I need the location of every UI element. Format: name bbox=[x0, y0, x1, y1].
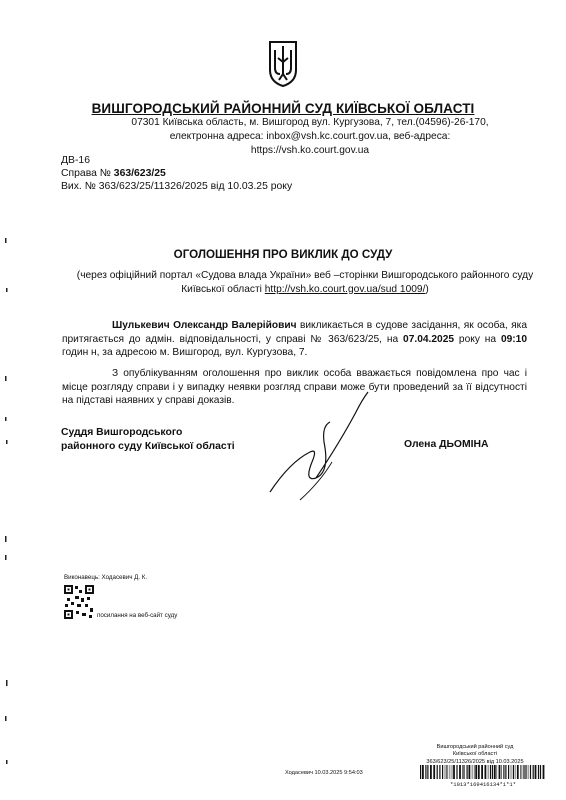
barcode-bar bbox=[526, 765, 527, 779]
qr-code-icon[interactable] bbox=[63, 584, 95, 620]
judge-role-line1: Суддя Вишгородського bbox=[61, 427, 183, 438]
barcode-text: *1013*169416134*1*1* bbox=[449, 781, 516, 788]
barcode-bar bbox=[488, 765, 489, 779]
barcode-bar bbox=[485, 765, 487, 779]
portal-note bbox=[70, 269, 540, 296]
barcode-bar bbox=[494, 765, 496, 779]
summons-paragraph bbox=[62, 319, 527, 360]
barcode-bar bbox=[433, 765, 435, 779]
court-name: ВИШГОРОДСЬКИЙ РАЙОННИЙ СУД КИЇВСЬКОЇ ОБЛАСТІ bbox=[91, 101, 475, 116]
barcode-bar bbox=[459, 765, 461, 779]
barcode-bar bbox=[530, 765, 531, 779]
court-address bbox=[110, 116, 510, 158]
barcode-bar bbox=[499, 765, 501, 779]
barcode-bar bbox=[511, 765, 512, 779]
case-line bbox=[61, 167, 166, 181]
portal-link[interactable]: http://vsh.ko.court.gov.ua/sud 1009/ bbox=[264, 283, 426, 295]
paragraph1-text3: годин н, за адресою м. Вишгород, вул. Кургузова, 7. bbox=[62, 347, 308, 358]
form-code: ДВ-16 bbox=[61, 155, 90, 166]
barcode-bar bbox=[497, 765, 498, 779]
barcode-bar bbox=[446, 765, 447, 779]
barcode-bar bbox=[503, 765, 504, 779]
stamp-line3: 363/623/25/11326/2025 від 10.03.2025 bbox=[426, 758, 524, 765]
coat-of-arms-icon bbox=[268, 40, 298, 88]
barcode-bar bbox=[472, 765, 473, 779]
barcode-bar bbox=[453, 765, 455, 779]
barcode-bar bbox=[508, 765, 509, 779]
email-line: електронна адреса: inbox@vsh.kc.court.gov.ua, веб-адреса: https://vsh.ko.court.gov.ua bbox=[169, 131, 451, 156]
registration-stamp bbox=[395, 744, 555, 766]
barcode-bar bbox=[448, 765, 449, 779]
barcode-bar bbox=[420, 765, 421, 779]
handwritten-signature bbox=[260, 382, 380, 512]
hearing-date: 07.04.2025 bbox=[403, 333, 455, 345]
case-label: Справа № bbox=[61, 168, 114, 179]
notice-paragraph: З опублікуванням оголошення про виклик особа вважається повідомлена про час і місце розгляду справи і у випадку неявки розгляд справи може бути проведений за її відсутності на підставі наявних у справі доказів. bbox=[62, 368, 527, 406]
barcode-bar bbox=[492, 765, 493, 779]
barcode-bar bbox=[450, 765, 451, 779]
barcode-bar bbox=[505, 765, 506, 779]
barcode-bar bbox=[520, 765, 521, 779]
barcode-bar bbox=[437, 765, 438, 779]
barcode-bar bbox=[427, 765, 428, 779]
barcode-bar bbox=[452, 765, 453, 779]
barcode-bar bbox=[456, 765, 457, 779]
barcode-bar bbox=[475, 765, 477, 779]
paragraph1-text2: року на bbox=[454, 333, 501, 345]
executor-note: Виконавець: Ходасевич Д. К. bbox=[64, 574, 148, 581]
barcode-bar bbox=[481, 765, 483, 779]
stamp-signer: Ходасевич 10.03.2025 9:54:03 bbox=[285, 770, 363, 776]
judge-role-line2: районного суду Київської області bbox=[61, 440, 235, 452]
portal-note-text: (через офіційний портал «Судова влада України» веб –сторінки Вишгородського районного суду Київської області bbox=[76, 270, 534, 295]
barcode-bar bbox=[469, 765, 471, 779]
barcode-bar bbox=[478, 765, 480, 779]
qr-caption: посилання на веб-сайт суду bbox=[97, 612, 178, 619]
barcode-bar bbox=[538, 765, 539, 779]
barcode-bar bbox=[522, 765, 523, 779]
barcode-bar bbox=[445, 765, 446, 779]
barcode-bar bbox=[533, 765, 534, 779]
barcode-bar bbox=[517, 765, 519, 779]
barcode-bar bbox=[515, 765, 516, 779]
barcode-bar bbox=[425, 765, 426, 779]
address-line: 07301 Київська область, м. Вишгород вул. Кургузова, 7, тел.(04596)-26-170, bbox=[131, 117, 489, 128]
barcode-bar bbox=[422, 765, 424, 779]
barcode-bar bbox=[430, 765, 432, 779]
document-title: ОГОЛОШЕННЯ ПРО ВИКЛИК ДО СУДУ bbox=[173, 248, 393, 261]
paragraph1-text1: викликається в судове засідання, як особа, яка притягається до адмін. відповідальності, у справі № 363/623/25, на bbox=[62, 320, 527, 345]
barcode-bar bbox=[439, 765, 440, 779]
barcode-bar bbox=[540, 765, 541, 779]
barcode-bar bbox=[501, 765, 502, 779]
stamp-line2: Київської області bbox=[452, 751, 498, 758]
barcode-bar bbox=[535, 765, 537, 779]
barcode-bar bbox=[462, 765, 463, 779]
barcode-bar bbox=[513, 765, 514, 779]
barcode-bar bbox=[490, 765, 491, 779]
barcode-bar bbox=[528, 765, 529, 779]
summoned-person: Шулькевич Олександр Валерійович bbox=[112, 320, 297, 331]
barcode-bar bbox=[442, 765, 443, 779]
judge-role bbox=[61, 426, 235, 453]
portal-note-close: ) bbox=[425, 283, 429, 295]
barcode-bar bbox=[543, 765, 545, 779]
outgoing-number: Вих. № 363/623/25/11326/2025 від 10.03.25 року bbox=[61, 181, 293, 192]
judge-name: Олена ДЬОМІНА bbox=[404, 439, 489, 450]
barcode bbox=[420, 765, 546, 780]
case-number: 363/623/25 bbox=[113, 168, 166, 179]
barcode-bar bbox=[467, 765, 468, 779]
hearing-time: 09:10 bbox=[500, 333, 528, 345]
barcode-bar bbox=[523, 765, 524, 779]
barcode-bar bbox=[474, 765, 475, 779]
barcode-bar bbox=[524, 765, 525, 779]
scan-margin-marks bbox=[2, 0, 12, 800]
barcode-bar bbox=[464, 765, 465, 779]
stamp-line1: Вишгородський районний суд bbox=[436, 744, 514, 750]
